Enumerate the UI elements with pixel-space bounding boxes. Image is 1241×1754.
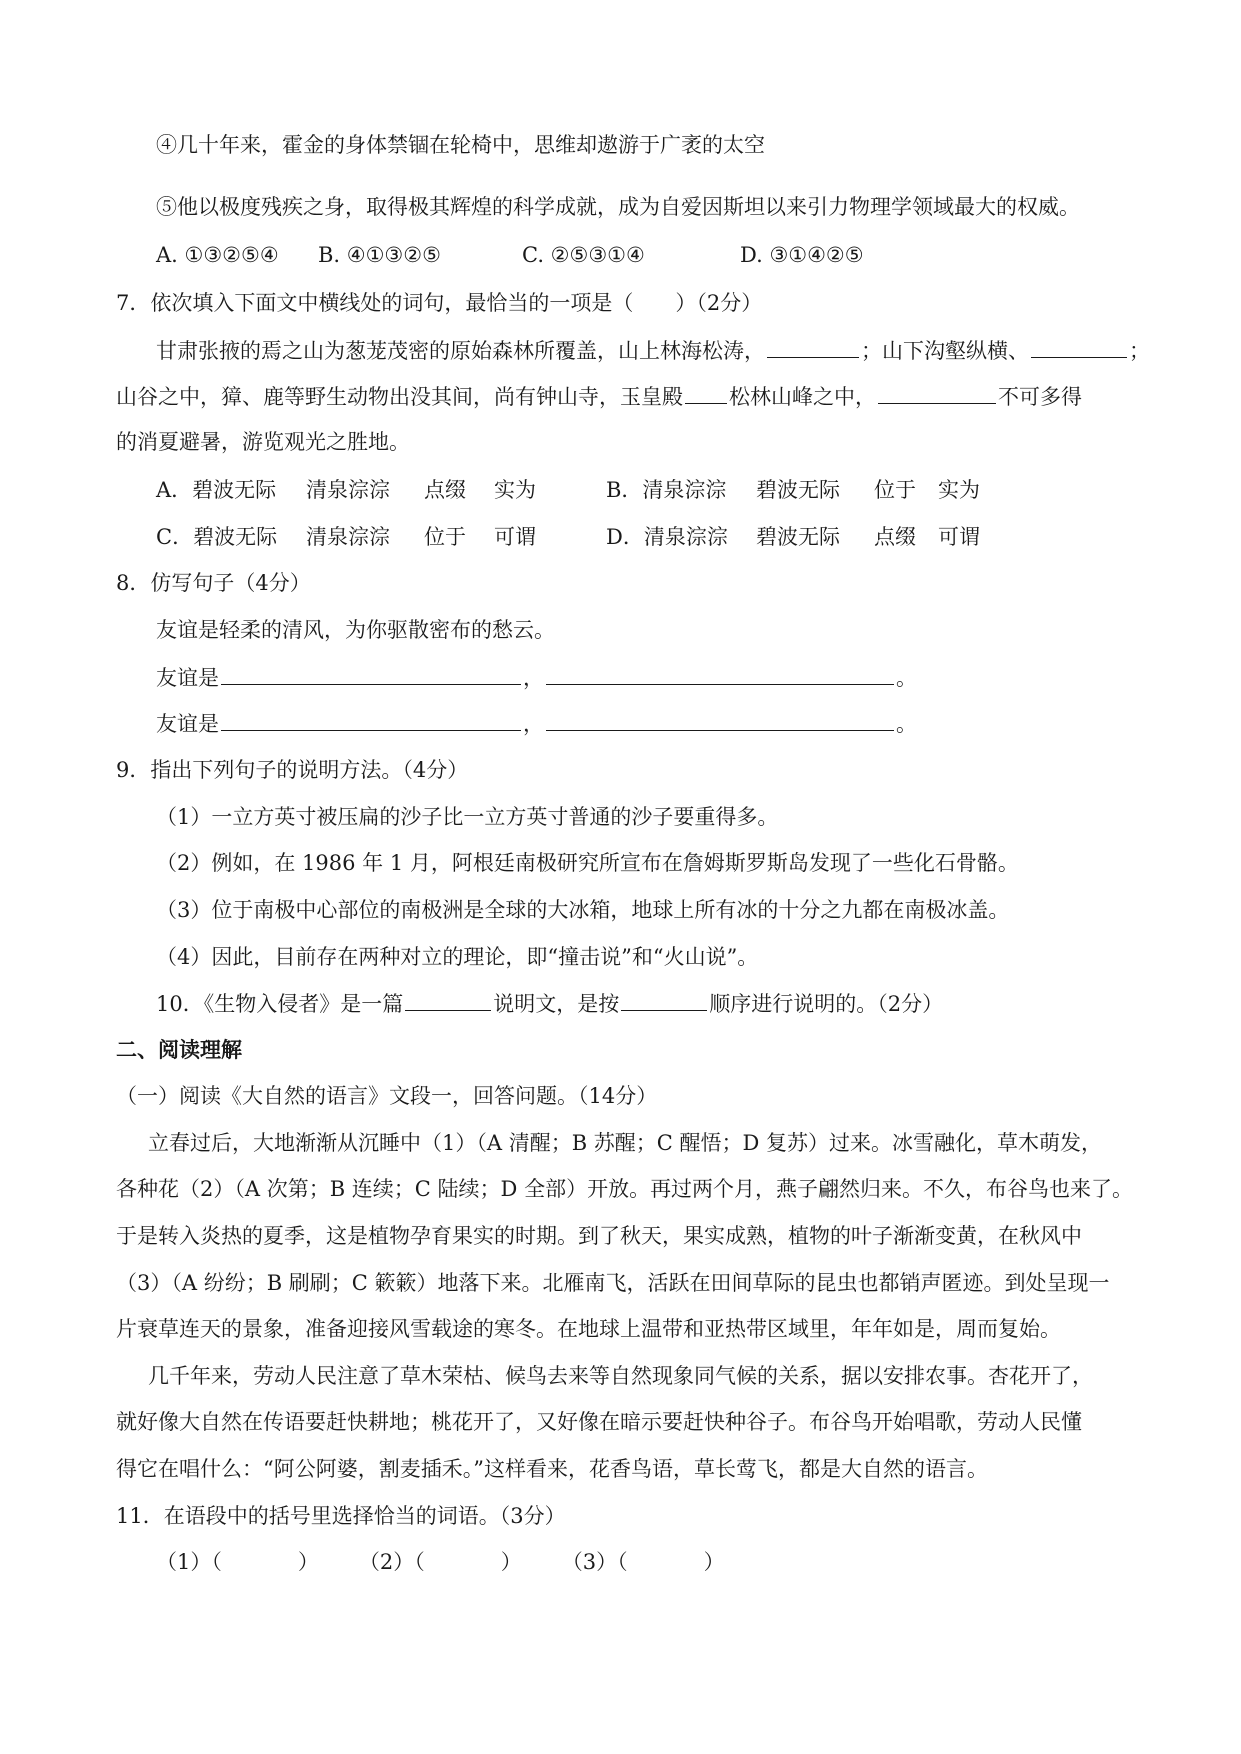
q7-option-c-4: 可谓 [494, 525, 536, 549]
q7-option-d-3: 点缀 [874, 525, 916, 549]
q7-stem: 7．依次填入下面文中横线处的词句，最恰当的一项是（ ）（2分） [116, 291, 763, 315]
q7-option-b-2: 碧波无际 [756, 478, 840, 502]
q8-comma-1: ， [523, 666, 544, 690]
q7-option-d-1: D．清泉淙淙 [606, 525, 728, 549]
q10-text-b: 说明文，是按 [493, 992, 620, 1016]
q7-text-2a: 山谷之中，獐、鹿等野生动物出没其间，尚有钟山寺，玉皇殿 [116, 385, 683, 409]
q11-answers [156, 1547, 725, 1577]
q7-option-a-2: 清泉淙淙 [306, 478, 390, 502]
q7-option-c-1: C．碧波无际 [156, 525, 278, 549]
q11-answer-3-close: ） [703, 1550, 725, 1574]
section-heading: 二、阅读理解 [116, 1038, 242, 1062]
q6-option-c: C. ②⑤③①④ [522, 243, 645, 267]
q10-blank-2[interactable] [621, 988, 707, 1011]
q11-answer-2-close: ） [500, 1550, 522, 1574]
q7-option-b-4: 实为 [938, 478, 980, 502]
q8-comma-2: ， [523, 712, 544, 736]
q10-line [156, 988, 943, 1019]
q6-item-5: ⑤他以极度残疾之身，取得极其辉煌的科学成就，成为自爱因斯坦以来引力物理学领域最大的权威。 [156, 195, 1080, 219]
q8-stem: 8．仿写句子（4分） [116, 571, 311, 595]
q7-text-2b: 松林山峰之中， [729, 385, 876, 409]
passage-p1-line2: 各种花（2）（A 次第；B 连续；C 陆续；D 全部）开放。再过两个月，燕子翩然归来。不久，布谷鸟也来了。 [116, 1177, 1134, 1201]
q6-option-b: B. ④①③②⑤ [318, 243, 441, 267]
q10-text-c: 顺序进行说明的。（2分） [709, 992, 944, 1016]
passage-p1-line5: 片衰草连天的景象，准备迎接风雪载途的寒冬。在地球上温带和亚热带区域里，年年如是，周而复始。 [116, 1317, 1061, 1341]
q6-item-4: ④几十年来，霍金的身体禁锢在轮椅中，思维却遨游于广袤的太空 [156, 133, 765, 157]
passage-p2-line2: 就好像大自然在传语要赶快耕地；桃花开了，又好像在暗示要赶快种谷子。布谷鸟开始唱歌，劳动人民懂 [116, 1410, 1082, 1434]
q7-passage-line1 [156, 335, 1150, 366]
q7-options-row1 [156, 475, 980, 505]
q11-answer-1-open: （1）（ [156, 1550, 222, 1574]
passage-p1-line1: 立春过后，大地渐渐从沉睡中（1）（A 清醒；B 苏醒；C 醒悟；D 复苏）过来。冰雪融化，草木萌发， [148, 1131, 1103, 1155]
q7-option-a-3: 点缀 [424, 478, 466, 502]
q7-text-2c: 不可多得 [998, 385, 1082, 409]
q8-blank-1b[interactable] [546, 662, 894, 685]
q7-options-row2 [156, 522, 980, 552]
q9-item-4: （4）因此，目前存在两种对立的理论，即“撞击说”和“火山说”。 [156, 945, 759, 969]
q11-stem: 11．在语段中的括号里选择恰当的词语。（3分） [116, 1504, 566, 1528]
q8-blank-2b[interactable] [546, 708, 894, 731]
q7-blank-2[interactable] [1031, 335, 1127, 358]
q7-option-d-2: 碧波无际 [756, 525, 840, 549]
q7-option-c-2: 清泉淙淙 [306, 525, 390, 549]
q7-passage-line3: 的消夏避暑，游览观光之胜地。 [116, 430, 410, 454]
q8-period-2: 。 [896, 712, 917, 736]
q8-prefix-2: 友谊是 [156, 712, 219, 736]
q7-blank-4[interactable] [878, 381, 996, 404]
q6-option-a: A. ①③②⑤④ [156, 243, 279, 267]
q9-item-2: （2）例如，在 1986 年 1 月，阿根廷南极研究所宣布在詹姆斯罗斯岛发现了一些化石骨骼。 [156, 851, 1019, 875]
q9-stem: 9．指出下列句子的说明方法。（4分） [116, 758, 469, 782]
passage-p2-line1: 几千年来，劳动人民注意了草木荣枯、候鸟去来等自然现象同气候的关系，据以安排农事。杏花开了， [148, 1364, 1093, 1388]
q9-item-3: （3）位于南极中心部位的南极洲是全球的大冰箱，地球上所有冰的十分之九都在南极冰盖。 [156, 898, 1010, 922]
q7-option-d-4: 可谓 [938, 525, 980, 549]
q6-options [156, 240, 864, 270]
q7-option-a-4: 实为 [494, 478, 536, 502]
q7-option-a-1: A．碧波无际 [156, 478, 277, 502]
q7-text-1c: ； [1129, 339, 1150, 363]
q8-blank-2a[interactable] [221, 708, 521, 731]
q7-text-1a: 甘肃张掖的焉之山为葱茏茂密的原始森林所覆盖，山上林海松涛， [156, 339, 765, 363]
q7-blank-3[interactable] [685, 381, 727, 404]
q11-answer-2-open: （2）（ [358, 1550, 425, 1574]
q8-prefix-1: 友谊是 [156, 666, 219, 690]
q10-blank-1[interactable] [405, 988, 491, 1011]
q8-answer-1 [156, 662, 917, 693]
q7-passage-line2 [116, 381, 1082, 412]
q9-item-1: （1）一立方英寸被压扁的沙子比一立方英寸普通的沙子要重得多。 [156, 805, 779, 829]
q6-option-d: D. ③①④②⑤ [740, 243, 864, 267]
q8-example: 友谊是轻柔的清风，为你驱散密布的愁云。 [156, 618, 555, 642]
q8-answer-2 [156, 708, 917, 739]
q10-text-a: 10．《生物入侵者》是一篇 [156, 992, 404, 1016]
q8-period-1: 。 [896, 666, 917, 690]
q7-blank-1[interactable] [767, 335, 859, 358]
q7-text-1b: ；山下沟壑纵横、 [861, 339, 1029, 363]
passage-p2-line3: 得它在唱什么：“阿公阿婆，割麦插禾。”这样看来，花香鸟语，草长莺飞，都是大自然的语言。 [116, 1457, 988, 1481]
q8-blank-1a[interactable] [221, 662, 521, 685]
q7-option-b-1: B．清泉淙淙 [606, 478, 727, 502]
q7-option-b-3: 位于 [874, 478, 916, 502]
section-subheading: （一）阅读《大自然的语言》文段一，回答问题。（14分） [116, 1084, 658, 1108]
q11-answer-1-close: ） [297, 1550, 319, 1574]
passage-p1-line4: （3）（A 纷纷；B 刷刷；C 簌簌）地落下来。北雁南飞，活跃在田间草际的昆虫也都销声匿迹。到处呈现一 [116, 1271, 1110, 1295]
q7-option-c-3: 位于 [424, 525, 466, 549]
passage-p1-line3: 于是转入炎热的夏季，这是植物孕育果实的时期。到了秋天，果实成熟，植物的叶子渐渐变黄，在秋风中 [116, 1224, 1082, 1248]
q11-answer-3-open: （3）（ [561, 1550, 628, 1574]
